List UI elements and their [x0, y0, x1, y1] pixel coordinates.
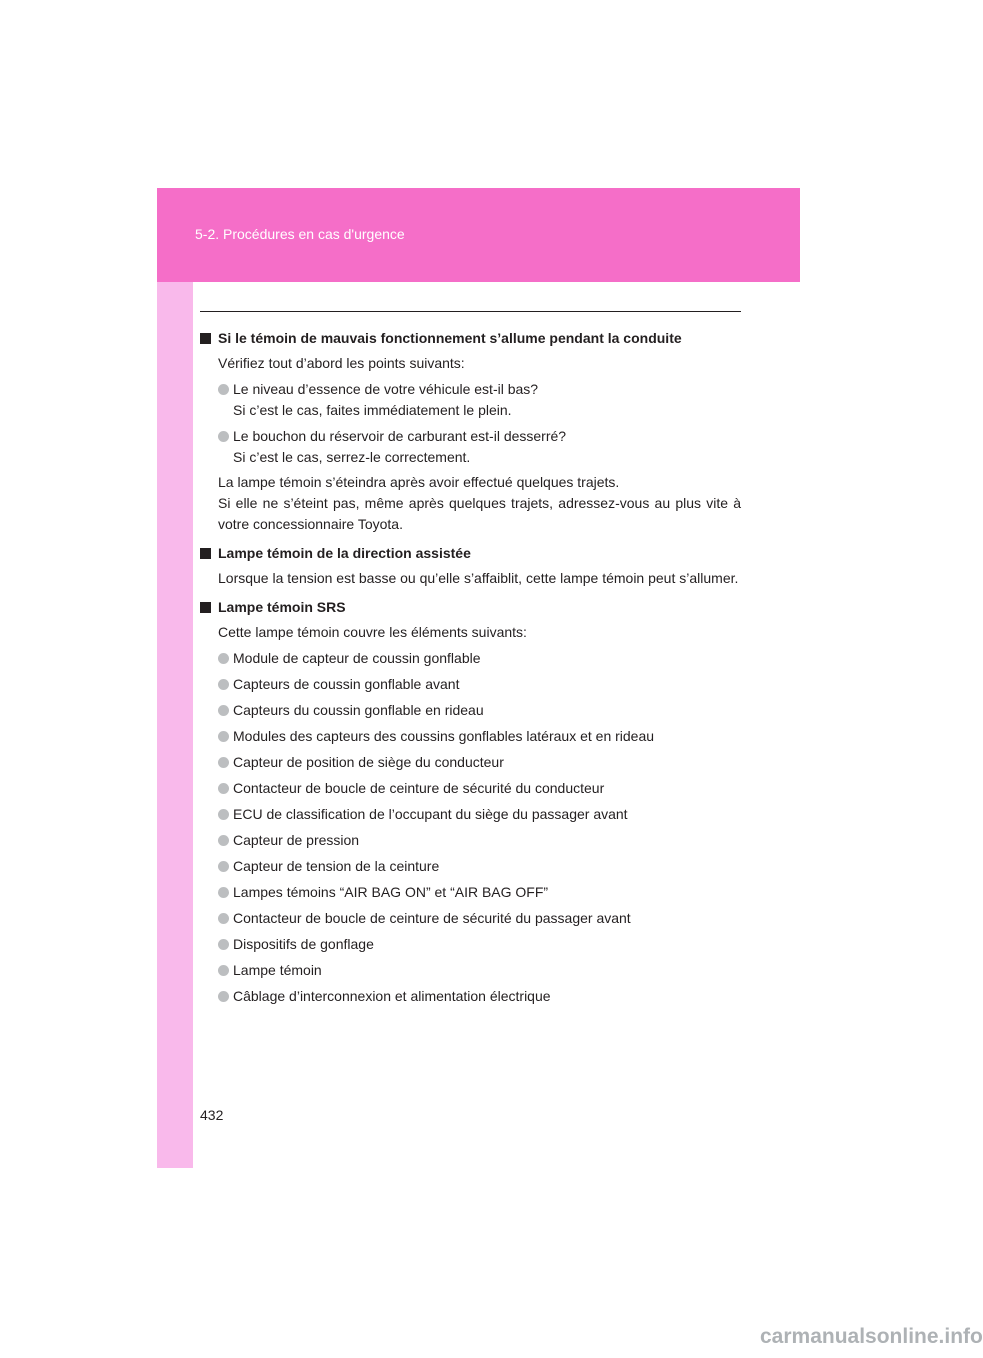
list-item-text: Module de capteur de coussin gonflable: [233, 650, 481, 666]
list-item: [200, 752, 741, 773]
list-item: [200, 648, 741, 669]
list-item: [200, 726, 741, 747]
circle-bullet-icon: [218, 939, 229, 950]
paragraph: [200, 472, 741, 535]
list-item-text: Modules des capteurs des coussins gonflables latéraux et en rideau: [233, 728, 655, 744]
section-header: 5-2. Procédures en cas d'urgence: [195, 226, 405, 242]
list-item: [200, 700, 741, 721]
heading-text: Si le témoin de mauvais fonctionnement s’allume pendant la conduite: [218, 330, 682, 346]
square-bullet-icon: [200, 333, 211, 344]
circle-bullet-icon: [218, 705, 229, 716]
list-item: [200, 778, 741, 799]
circle-bullet-icon: [218, 783, 229, 794]
square-bullet-icon: [200, 548, 211, 559]
list-item-subtext: Si c’est le cas, serrez-le correctement.: [233, 449, 471, 465]
list-item-text: ECU de classification de l’occupant du siège du passager avant: [233, 806, 628, 822]
circle-bullet-icon: [218, 913, 229, 924]
list-item: [200, 856, 741, 877]
list-item-text: Capteur de position de siège du conducteur: [233, 754, 504, 770]
page-content: [200, 328, 741, 1007]
list-item-text: Capteur de pression: [233, 832, 360, 848]
circle-bullet-icon: [218, 835, 229, 846]
list-item-text: Capteurs de coussin gonflable avant: [233, 676, 460, 692]
paragraph-line: Si elle ne s’éteint pas, même après quelques trajets, adressez-vous au plus vite à votre concessionnaire Toyota.: [218, 495, 741, 532]
paragraph: Vérifiez tout d’abord les points suivants:: [218, 355, 465, 371]
list-item-text: Lampe témoin: [233, 962, 322, 978]
section-heading: [200, 597, 741, 618]
list-item-text: Câblage d’interconnexion et alimentation électrique: [233, 988, 551, 1004]
list-item-text: Contacteur de boucle de ceinture de sécurité du passager avant: [233, 910, 631, 926]
list-item-subtext: Si c’est le cas, faites immédiatement le plein.: [233, 402, 512, 418]
circle-bullet-icon: [218, 679, 229, 690]
list-item-text: Capteurs du coussin gonflable en rideau: [233, 702, 484, 718]
circle-bullet-icon: [218, 861, 229, 872]
square-bullet-icon: [200, 602, 211, 613]
heading-text: Lampe témoin de la direction assistée: [218, 545, 471, 561]
list-item: [200, 804, 741, 825]
list-item: [200, 379, 741, 421]
circle-bullet-icon: [218, 757, 229, 768]
paragraph: Lorsque la tension est basse ou qu’elle s’affaiblit, cette lampe témoin peut s’allumer.: [218, 570, 739, 586]
section-heading: [200, 328, 741, 349]
paragraph: Cette lampe témoin couvre les éléments suivants:: [218, 624, 527, 640]
circle-bullet-icon: [218, 965, 229, 976]
list-item-text: Le bouchon du réservoir de carburant est-il desserré?: [233, 428, 567, 444]
list-item: [200, 674, 741, 695]
heading-text: Lampe témoin SRS: [218, 599, 346, 615]
list-item-text: Capteur de tension de la ceinture: [233, 858, 440, 874]
section-heading: [200, 543, 741, 564]
list-item: [200, 882, 741, 903]
list-item-text: Le niveau d’essence de votre véhicule est-il bas?: [233, 381, 539, 397]
list-item: [200, 960, 741, 981]
list-item-text: Dispositifs de gonflage: [233, 936, 374, 952]
circle-bullet-icon: [218, 731, 229, 742]
circle-bullet-icon: [218, 653, 229, 664]
circle-bullet-icon: [218, 384, 229, 395]
paragraph-line: La lampe témoin s’éteindra après avoir effectué quelques trajets.: [218, 474, 620, 490]
list-item: [200, 830, 741, 851]
circle-bullet-icon: [218, 809, 229, 820]
list-item: [200, 426, 741, 468]
list-item: [200, 934, 741, 955]
page-number: 432: [200, 1107, 224, 1123]
divider: [200, 311, 741, 312]
watermark: carmanualsonline.info: [760, 1325, 983, 1348]
list-item: [200, 986, 741, 1007]
circle-bullet-icon: [218, 991, 229, 1002]
circle-bullet-icon: [218, 431, 229, 442]
circle-bullet-icon: [218, 887, 229, 898]
side-strip: [157, 282, 193, 1168]
list-item-text: Contacteur de boucle de ceinture de sécurité du conducteur: [233, 780, 605, 796]
list-item: [200, 908, 741, 929]
list-item-text: Lampes témoins “AIR BAG ON” et “AIR BAG OFF”: [233, 884, 549, 900]
